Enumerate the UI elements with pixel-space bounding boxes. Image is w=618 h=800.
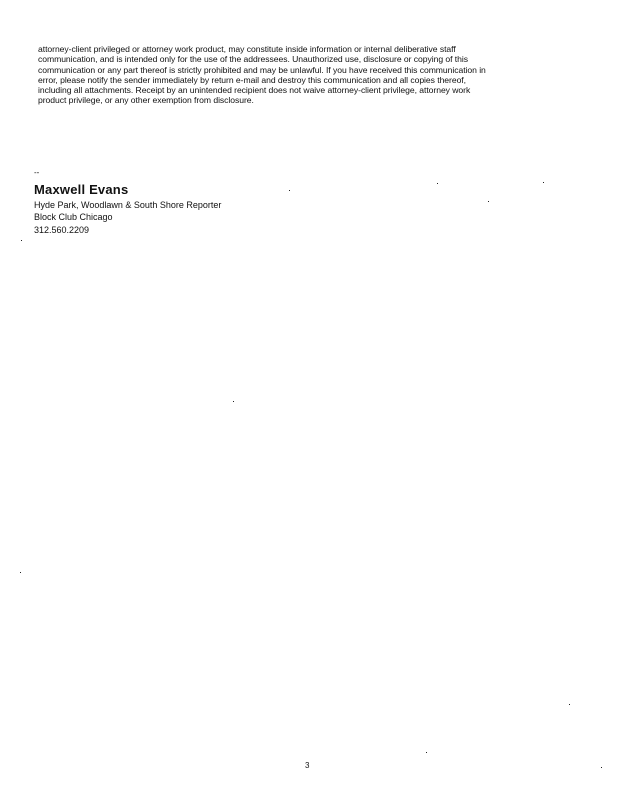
disclaimer-line: attorney-client privileged or attorney work product, may constitute inside information or internal deliberative staff [38,44,456,54]
disclaimer-line: including all attachments. Receipt by an unintended recipient does not waive attorney-client privilege, attorney work [38,85,471,96]
confidentiality-disclaimer [38,44,578,106]
scan-speck [601,767,602,768]
scan-speck [289,190,290,191]
signature-phone: 312.560.2209 [34,225,90,235]
signature-separator: -- [34,168,40,177]
signature-name: Maxwell Evans [34,182,129,197]
disclaimer-line: communication, and is intended only for the use of the addressees. Unauthorized use, disclosure or copying of this [38,54,468,65]
disclaimer-line: product privilege, or any other exemption from disclosure. [38,95,254,106]
disclaimer-line: error, please notify the sender immediately by return e-mail and destroy this communication and all copies thereof, [38,74,466,85]
signature-title: Hyde Park, Woodlawn & South Shore Reporter [34,200,222,210]
scan-speck [233,401,234,402]
scan-speck [569,704,570,705]
page-number: 3 [305,761,310,770]
scan-speck [488,201,489,202]
signature-organization: Block Club Chicago [34,212,113,222]
disclaimer-line: communication or any part thereof is strictly prohibited and may be unlawful. If you have received this communication in [38,64,486,75]
scan-speck [21,240,22,241]
scan-speck [20,572,21,573]
scan-speck [426,752,427,753]
scan-speck [437,183,438,184]
scan-speck [543,182,544,183]
